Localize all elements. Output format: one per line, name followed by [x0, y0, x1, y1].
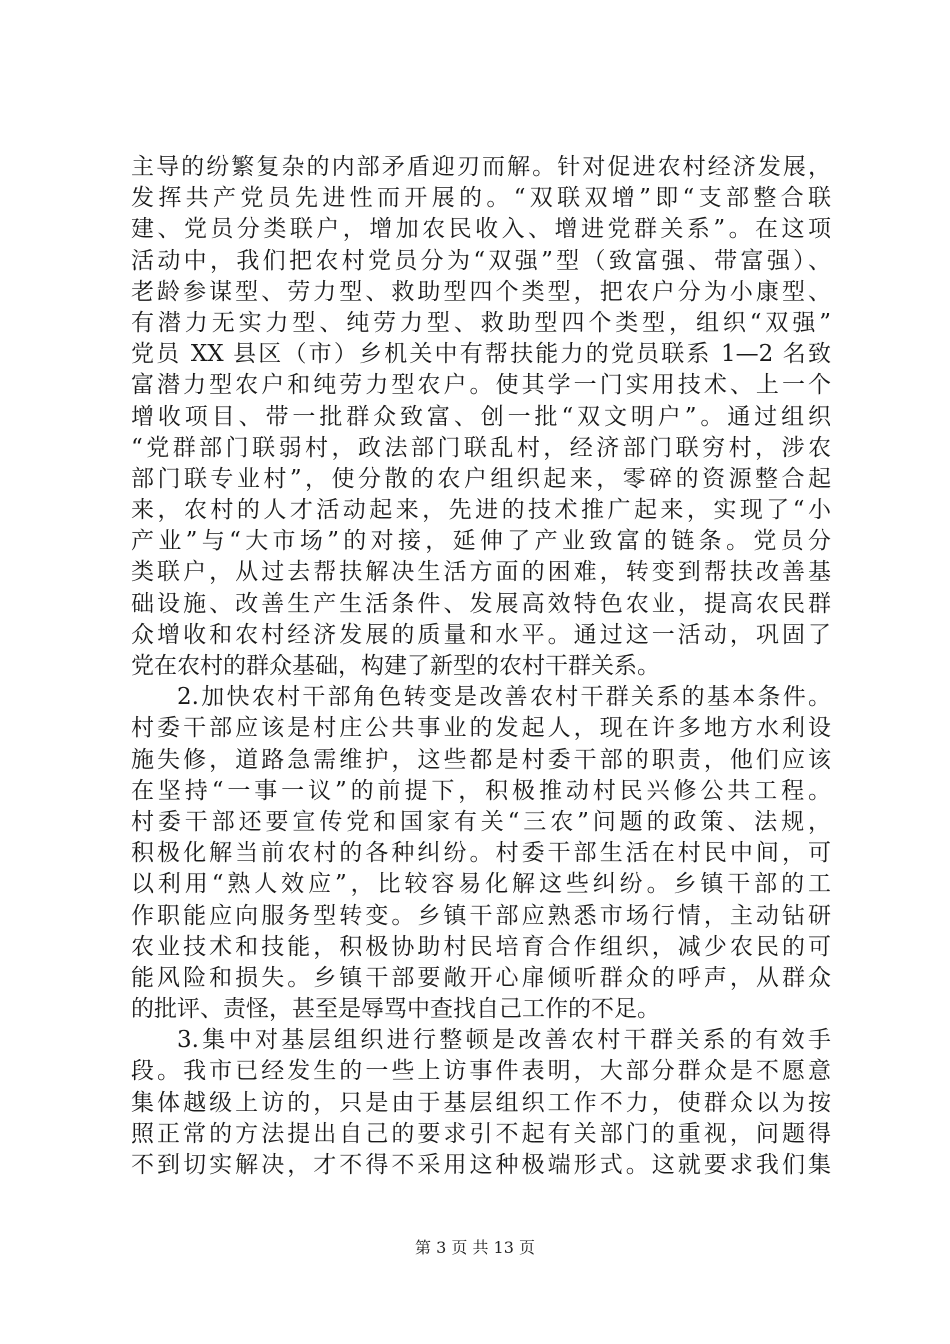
text-line: 积极化解当前农村的各种纠纷。村委干部生活在村民中间，可: [131, 840, 831, 867]
text-line: 部门联专业村”，使分散的农户组织起来，零碎的资源整合起: [131, 465, 831, 492]
text-line: 有潜力无实力型、纯劳力型、救助型四个类型，组织“双强”: [131, 309, 831, 336]
text-line: 众增收和农村经济发展的质量和水平。通过这一活动，巩固了: [131, 621, 831, 648]
text-line: 农业技术和技能，积极协助村民培育合作组织，减少农民的可: [131, 933, 831, 960]
text-line: 发挥共产党员先进性而开展的。“双联双增”即“支部整合联: [131, 185, 831, 212]
text-line: 以利用“熟人效应”，比较容易化解这些纠纷。乡镇干部的工: [131, 871, 831, 898]
text-line: 建、党员分类联户，增加农民收入、增进党群关系”。在这项: [131, 216, 831, 243]
text-line: 施失修，道路急需维护，这些都是村委干部的职责，他们应该: [131, 746, 831, 773]
text-line: 不到切实解决，才不得不采用这种极端形式。这就要求我们集: [131, 1152, 831, 1178]
text-line: 的批评、责怪，甚至是辱骂中查找自己工作的不足。: [131, 996, 660, 1023]
text-line: 党员 XX 县区（市）乡机关中有帮扶能力的党员联系 1—2 名致: [131, 341, 831, 368]
text-line: 产业”与“大市场”的对接，延伸了产业致富的链条。党员分: [131, 528, 831, 555]
text-line: 在坚持“一事一议”的前提下，积极推动村民兴修公共工程。: [131, 777, 831, 804]
text-line: 富潜力型农户和纯劳力型农户。使其学一门实用技术、上一个: [131, 372, 831, 399]
text-line: 来，农村的人才活动起来，先进的技术推广起来，实现了“小: [131, 497, 831, 524]
text-line: 照正常的方法提出自己的要求引不起有关部门的重视，问题得: [131, 1120, 831, 1147]
text-line: 2.加快农村干部角色转变是改善农村干群关系的基本条件。: [177, 684, 831, 711]
text-line: 段。我市已经发生的一些上访事件表明，大部分群众是不愿意: [131, 1058, 831, 1085]
page-footer: 第 3 页 共 13 页: [415, 1238, 535, 1257]
text-line: 础设施、改善生产生活条件、发展高效特色农业，提高农民群: [131, 590, 831, 617]
text-line: 3.集中对基层组织进行整顿是改善农村干群关系的有效手: [177, 1027, 831, 1054]
text-line: 党在农村的群众基础，构建了新型的农村干群关系。: [131, 653, 660, 679]
text-line: 类联户，从过去帮扶解决生活方面的困难，转变到帮扶改善基: [131, 559, 831, 586]
paragraph: [131, 682, 831, 1025]
paragraph: [131, 152, 831, 682]
text-line: 村委干部还要宣传党和国家有关“三农”问题的政策、法规，: [131, 808, 831, 835]
text-line: “党群部门联弱村，政法部门联乱村，经济部门联穷村，涉农: [131, 434, 831, 461]
text-line: 老龄参谋型、劳力型、救助型四个类型，把农户分为小康型、: [131, 278, 831, 305]
document-body: [131, 152, 831, 1181]
paragraph: [131, 1025, 831, 1181]
text-line: 作职能应向服务型转变。乡镇干部应熟悉市场行情，主动钻研: [131, 902, 831, 929]
text-line: 增收项目、带一批群众致富、创一批“双文明户”。通过组织: [131, 403, 831, 430]
text-line: 能风险和损失。乡镇干部要敞开心扉倾听群众的呼声，从群众: [131, 964, 831, 991]
text-line: 集体越级上访的，只是由于基层组织工作不力，使群众以为按: [131, 1089, 831, 1116]
text-line: 主导的纷繁复杂的内部矛盾迎刃而解。针对促进农村经济发展，: [131, 154, 831, 180]
text-line: 村委干部应该是村庄公共事业的发起人，现在许多地方水利设: [131, 715, 831, 742]
text-line: 活动中，我们把农村党员分为“双强”型（致富强、带富强）、: [131, 247, 831, 274]
